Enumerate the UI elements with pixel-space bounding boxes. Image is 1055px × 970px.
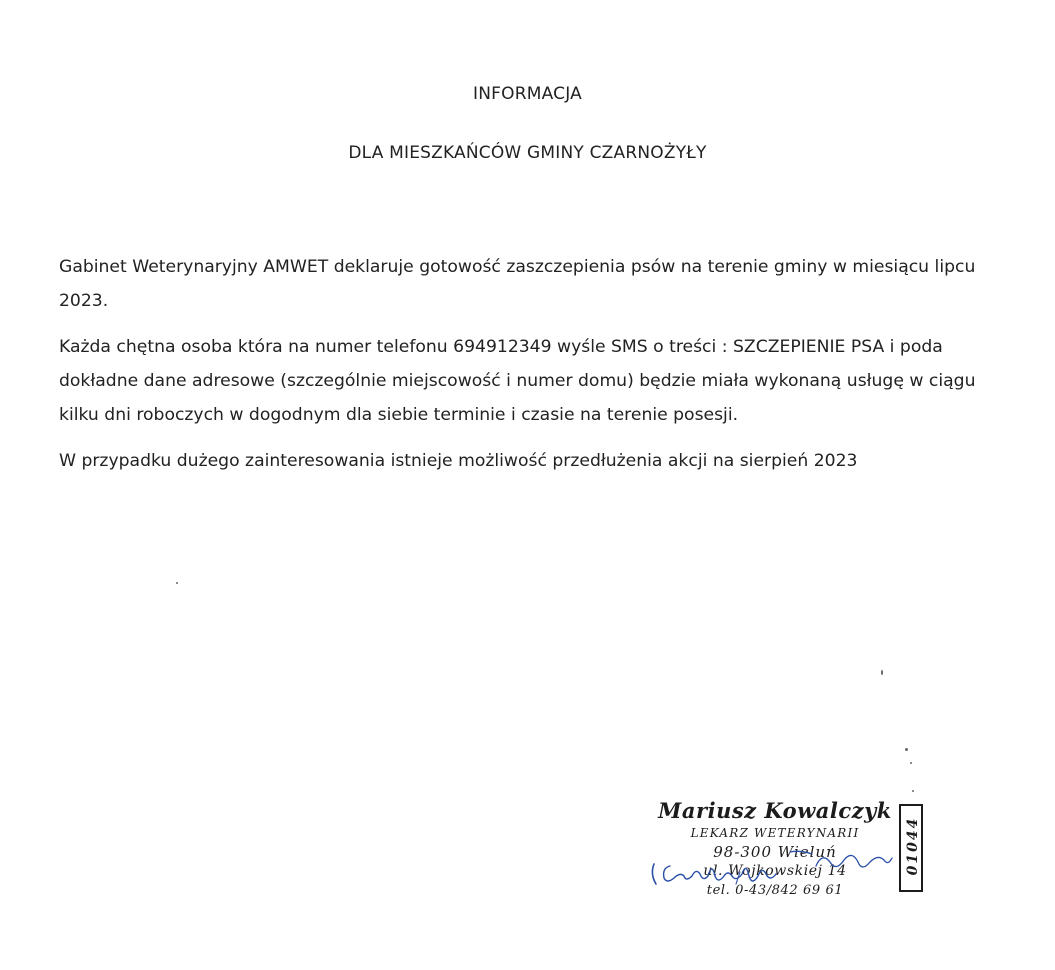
paragraph-extension: W przypadku dużego zainteresowania istnieje możliwość przedłużenia akcji na sierpień 2023 [59,451,858,471]
paragraph-instructions: Każda chętna osoba która na numer telefonu 694912349 wyśle SMS o treści : SZCZEPIENIE PSA i poda dokładne dane adresowe (szczególnie miejscowość i numer domu) będzie miała wykonaną usługę w ciągu kilku dni roboczych w dogodnym dla siebie terminie i czasie na terenie posesji. [59,337,976,425]
license-number: 01044 [905,816,921,876]
document-body [59,250,999,490]
title-heading: INFORMACJA [473,84,582,104]
stamp-role: LEKARZ WETERYNARII [690,826,860,840]
document-title [0,84,1055,163]
scan-speck [881,670,883,675]
stamp-street: ul. Wojkowskiej 14 [703,863,847,879]
stamp-name: Mariusz Kowalczyk [658,798,892,823]
scan-speck [910,762,912,764]
paragraph-announcement: Gabinet Weterynaryjny AMWET deklaruje gotowość zaszczepienia psów na terenie gminy w miesiącu lipcu 2023. [59,257,976,311]
title-subheading: DLA MIESZKAŃCÓW GMINY CZARNOŻYŁY [348,143,707,163]
stamp-phone: tel. 0-43/842 69 61 [706,883,844,898]
stamp-city: 98-300 Wieluń [713,843,837,861]
handwritten-signature [640,832,910,902]
scan-speck [176,582,178,584]
scan-speck [905,748,908,751]
